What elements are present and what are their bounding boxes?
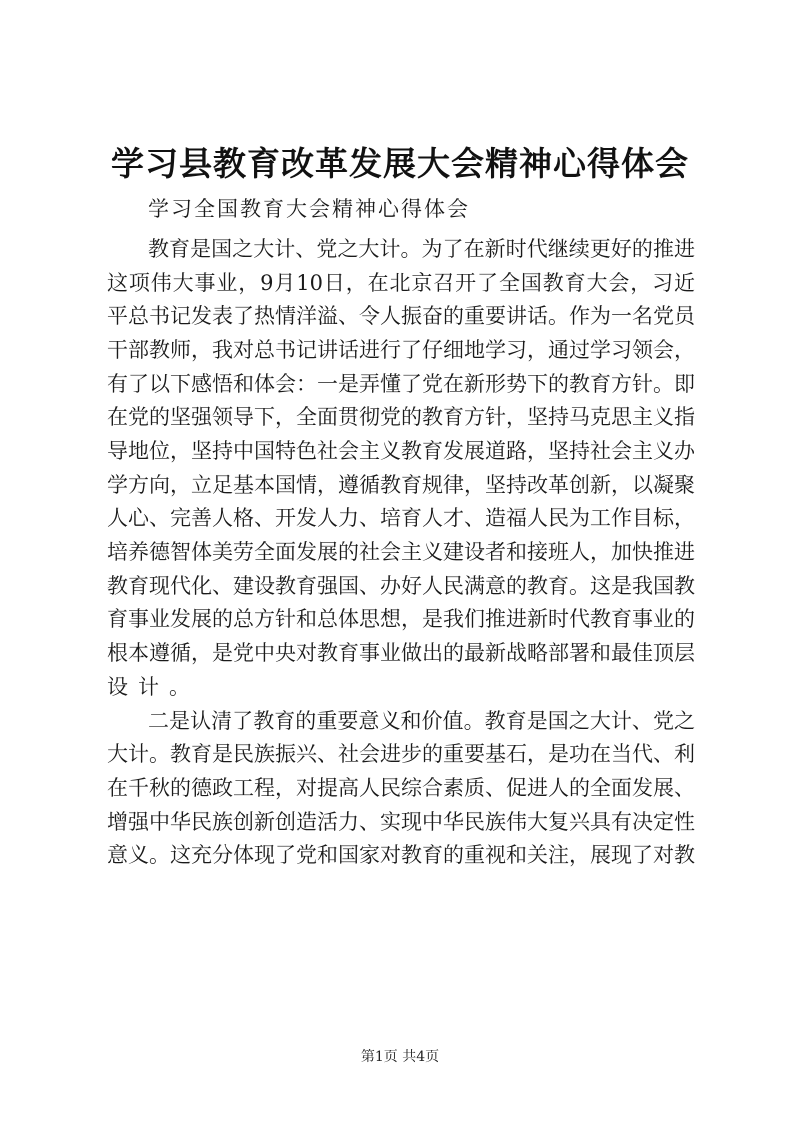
text-line: 教育是国之大计、党之大计。为了在新时代继续更好的推进 bbox=[148, 237, 695, 261]
text-line: 这项伟大事业，9月10日，在北京召开了全国教育大会，习近 bbox=[107, 271, 695, 295]
text-line: 在党的坚强领导下，全面贯彻党的教育方针，坚持马克思主义指 bbox=[107, 405, 695, 429]
text-line: 在千秋的德政工程，对提高人民综合素质、促进人的全面发展、 bbox=[107, 776, 695, 800]
text-line: 有了以下感悟和体会：一是弄懂了党在新形势下的教育方针。即 bbox=[107, 372, 695, 396]
text-line: 人心、完善人格、开发人力、培育人才、造福人民为工作目标， bbox=[107, 506, 695, 530]
text-line: 二是认清了教育的重要意义和价值。教育是国之大计、党之 bbox=[148, 709, 695, 733]
text-line: 增强中华民族创新创造活力、实现中华民族伟大复兴具有决定性 bbox=[107, 810, 695, 834]
text-line: 教育现代化、建设教育强国、办好人民满意的教育。这是我国教 bbox=[107, 574, 695, 598]
text-line: 意义。这充分体现了党和国家对教育的重视和关注，展现了对教 bbox=[107, 843, 695, 867]
page-footer: 第1页 共4页 bbox=[360, 1049, 440, 1065]
text-line: 平总书记发表了热情洋溢、令人振奋的重要讲话。作为一名党员 bbox=[107, 304, 695, 328]
subtitle: 学习全国教育大会精神心得体会 bbox=[148, 197, 470, 221]
text-line: 设计。 bbox=[107, 675, 200, 699]
text-line: 导地位，坚持中国特色社会主义教育发展道路，坚持社会主义办 bbox=[107, 439, 695, 463]
text-line: 育事业发展的总方针和总体思想，是我们推进新时代教育事业的 bbox=[107, 607, 695, 631]
text-line: 培养德智体美劳全面发展的社会主义建设者和接班人，加快推进 bbox=[107, 540, 695, 564]
text-line: 根本遵循，是党中央对教育事业做出的最新战略部署和最佳顶层 bbox=[107, 641, 695, 665]
text-line: 大计。教育是民族振兴、社会进步的重要基石，是功在当代、利 bbox=[107, 742, 695, 766]
text-line: 学方向，立足基本国情，遵循教育规律，坚持改革创新，以凝聚 bbox=[107, 473, 695, 497]
document-title: 学习县教育改革发展大会精神心得体会 bbox=[111, 144, 689, 183]
text-line: 干部教师，我对总书记讲话进行了仔细地学习，通过学习领会， bbox=[107, 338, 695, 362]
